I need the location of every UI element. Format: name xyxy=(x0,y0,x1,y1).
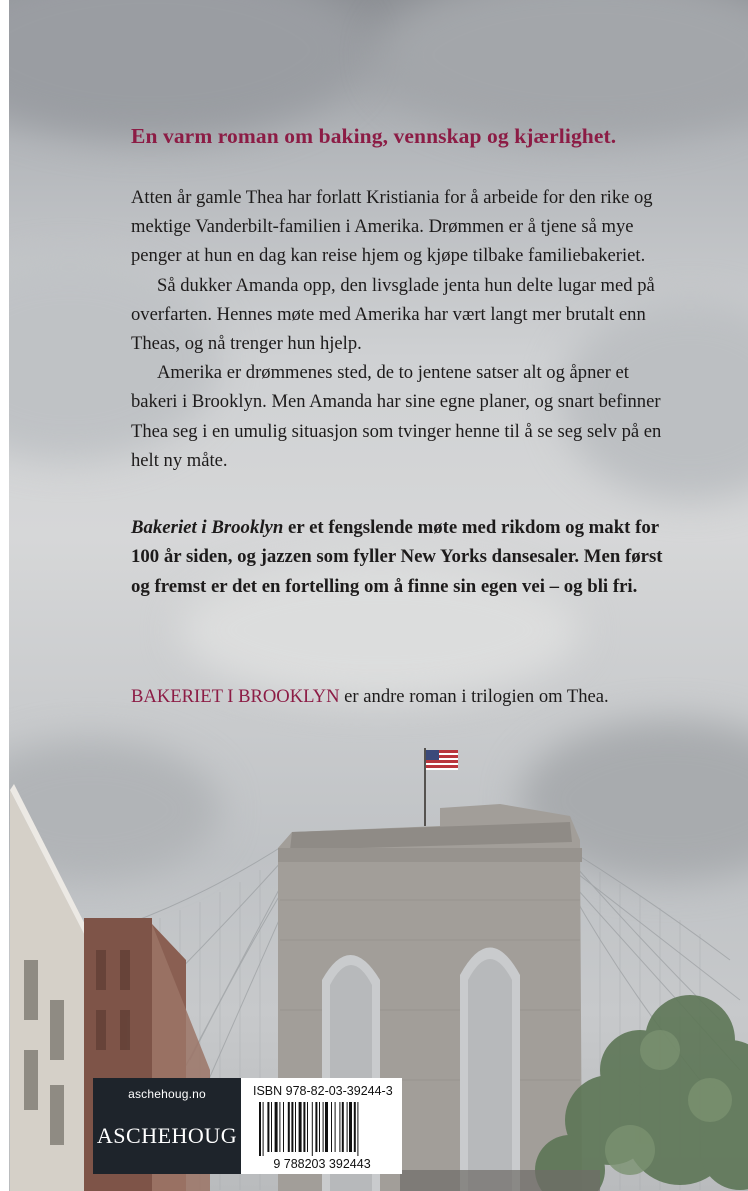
barcode-bar xyxy=(259,1102,261,1156)
barcode-bar xyxy=(349,1102,352,1152)
publisher-box xyxy=(93,1078,241,1174)
barcode xyxy=(247,1102,397,1170)
barcode-bar xyxy=(271,1102,272,1152)
barcode-bar xyxy=(312,1102,313,1156)
barcode-bar xyxy=(319,1102,320,1152)
barcode-bar xyxy=(335,1102,336,1152)
synopsis-paragraph: Amerika er drømmenes sted, de to jentene satser alt og åpner et bakeri i Brooklyn. Men Amanda har sine egne planer, og snart befinner Thea seg i en umulig situasjon som tvinger henne til å se seg selv på en helt ny måte. xyxy=(131,362,662,471)
barcode-bar xyxy=(283,1102,284,1152)
barcode-bar xyxy=(354,1102,356,1152)
barcode-bar xyxy=(275,1102,278,1152)
publisher-website: aschehoug.no xyxy=(128,1087,206,1101)
barcode-bar xyxy=(295,1102,296,1152)
publisher-logo: ASCHEHOUG xyxy=(96,1123,238,1148)
barcode-bar xyxy=(267,1102,269,1152)
barcode-bar xyxy=(331,1102,332,1152)
barcode-bar xyxy=(279,1102,280,1152)
barcode-bar xyxy=(291,1102,293,1152)
barcode-bar xyxy=(315,1102,317,1152)
blurb-book-title: Bakeriet i Brooklyn xyxy=(131,517,284,538)
series-note-text: er andre roman i trilogien om Thea. xyxy=(339,686,609,707)
barcode-bar xyxy=(303,1102,305,1152)
barcode-bar xyxy=(288,1102,290,1152)
barcode-bar xyxy=(342,1102,344,1152)
isbn-barcode-box xyxy=(241,1078,402,1174)
barcode-bar xyxy=(325,1102,328,1152)
tagline: En varm roman om baking, vennskap og kjærlighet. xyxy=(131,124,617,148)
synopsis xyxy=(131,183,671,475)
barcode-bar xyxy=(339,1102,340,1152)
barcode-bar xyxy=(299,1102,302,1152)
barcode-bar xyxy=(263,1102,264,1156)
series-book-title: BAKERIET I BROOKLYN xyxy=(131,686,340,707)
series-note xyxy=(131,686,609,708)
barcode-bar xyxy=(357,1102,358,1156)
synopsis-paragraph: Atten år gamle Thea har forlatt Kristiania for å arbeide for den rike og mektige Vanderbilt-familien i Amerika. Drømmen er å tjene så mye penger at hun en dag kan reise hjem og kjøpe tilbake familiebakeriet. xyxy=(131,187,653,267)
synopsis-paragraph: Så dukker Amanda opp, den livsglade jenta hun delte lugar med på overfarten. Hennes møte med Amerika har vært langt mer brutalt enn Theas, og nå trenger hun hjelp. xyxy=(131,274,655,355)
isbn-label: ISBN 978-82-03-39244-3 xyxy=(253,1084,393,1098)
blurb-text: er et fengslende møte med rikdom og makt for 100 år siden, og jazzen som fyller New Yorks dansesaler. Men først og fremst er det en fortelling om å finne sin egen vei – og bli fri. xyxy=(131,517,663,597)
barcode-bar xyxy=(347,1102,348,1152)
barcode-bar xyxy=(307,1102,308,1152)
barcode-bar xyxy=(323,1102,324,1152)
blurb xyxy=(131,513,671,601)
barcode-digits: 9 788203 392443 xyxy=(273,1157,371,1170)
